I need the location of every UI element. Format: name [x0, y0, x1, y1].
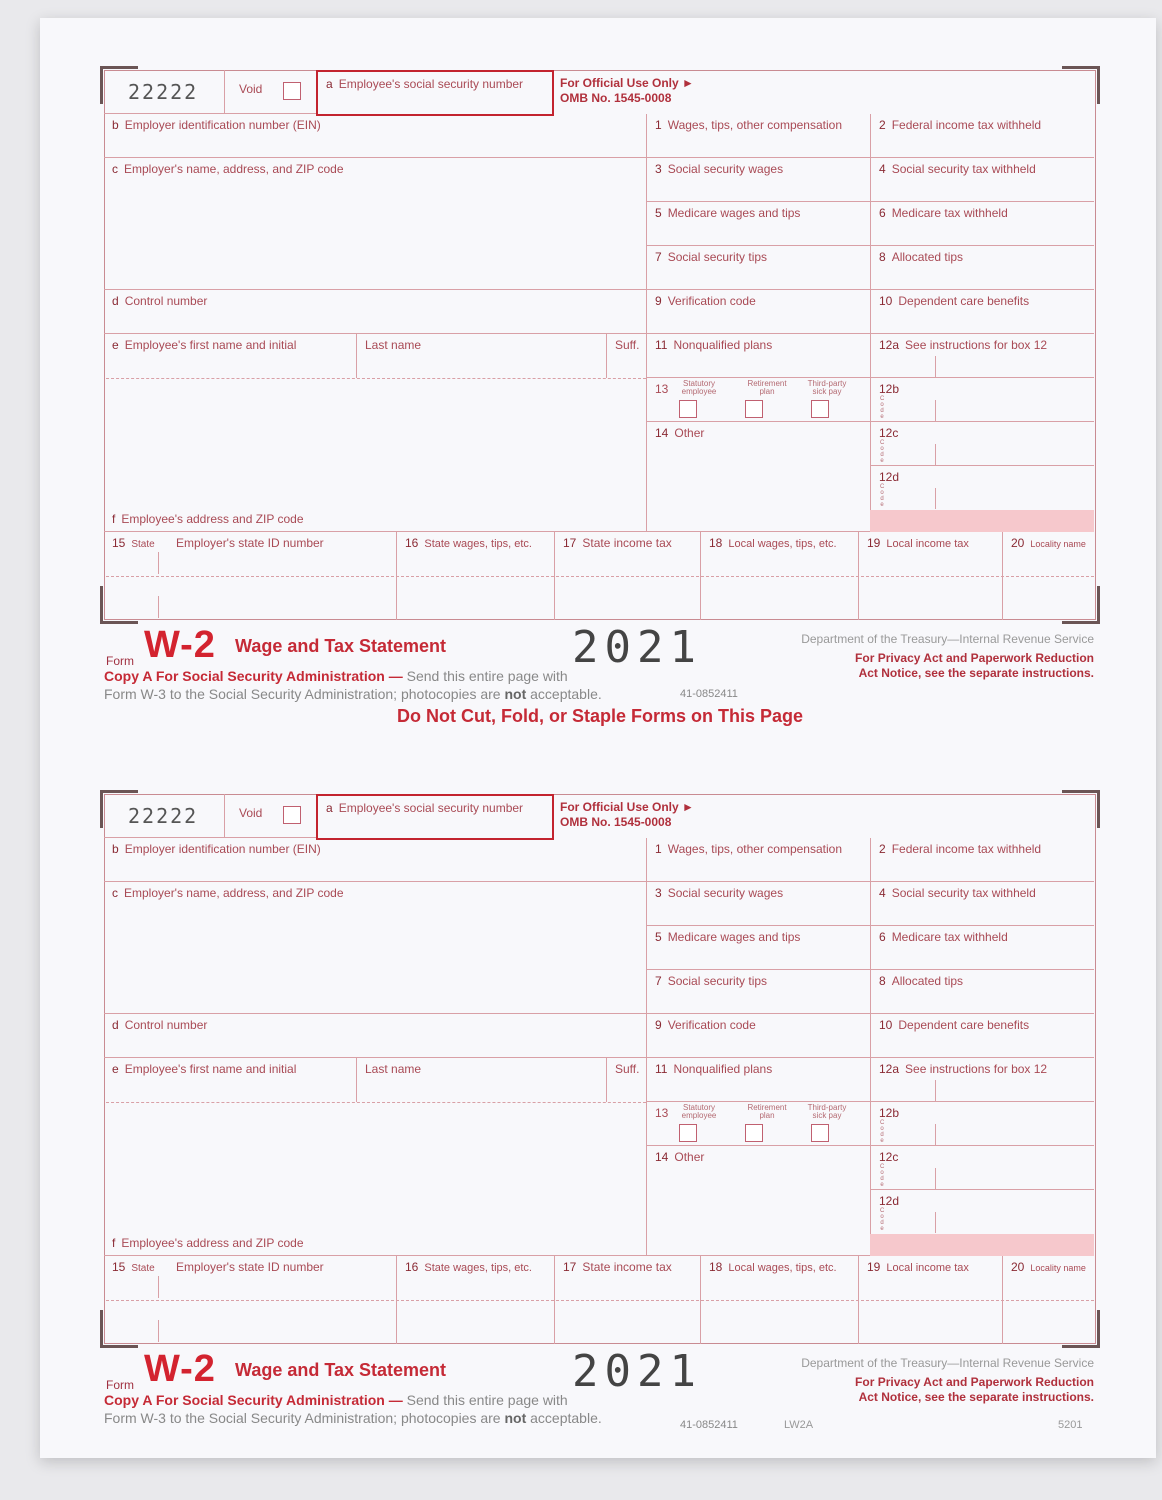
box-11-num: 11 — [655, 338, 668, 352]
box-10-num: 10 — [879, 1018, 893, 1032]
box-19-num: 19 — [867, 536, 881, 550]
box-12b[interactable] — [870, 1102, 1094, 1146]
official-use-label: For Official Use Only ► — [560, 800, 694, 814]
statutory-checkbox[interactable] — [679, 400, 697, 418]
box-1-label: Wages, tips, other compensation — [667, 118, 842, 132]
copy-a-line — [104, 1392, 568, 1408]
box-15-num: 15 — [112, 536, 126, 550]
box-12c-num: 12c — [879, 1150, 899, 1164]
form-name: W-2 — [144, 1348, 216, 1390]
box-d-letter: d — [112, 294, 119, 308]
box-b-letter: b — [112, 118, 119, 132]
box-16-label: State wages, tips, etc. — [424, 1262, 532, 1274]
state-divider — [158, 552, 159, 574]
box-e-suffix[interactable] — [606, 334, 646, 378]
box-1[interactable] — [646, 838, 870, 882]
box-5-num: 5 — [655, 206, 662, 220]
box-1[interactable] — [646, 114, 870, 158]
thirdparty-label: Third-party sick pay — [807, 1103, 847, 1120]
box-9-num: 9 — [655, 294, 662, 308]
code-divider — [935, 1212, 936, 1233]
catalog-number: 41-0852411 — [680, 688, 738, 700]
state-divider — [158, 1276, 159, 1298]
box-12b-num: 12b — [879, 382, 900, 396]
box-8-label: Allocated tips — [891, 974, 964, 988]
box-6-label: Medicare tax withheld — [891, 930, 1008, 944]
not-word: not — [504, 1410, 527, 1426]
box-18-num: 18 — [709, 536, 723, 550]
box-4-num: 4 — [879, 162, 886, 176]
box-c-employer[interactable] — [104, 158, 646, 290]
box-e-letter: e — [112, 1062, 119, 1076]
suffix-label: Suff. — [615, 1062, 640, 1076]
void-checkbox[interactable] — [283, 82, 301, 100]
tax-year: 2021 — [572, 622, 702, 673]
box-17-num: 17 — [563, 536, 577, 550]
do-not-cut-notice: Do Not Cut, Fold, or Staple Forms on This Page — [396, 706, 803, 726]
box-b-label: Employer identification number (EIN) — [124, 842, 321, 856]
box-6-num: 6 — [879, 206, 886, 220]
box-15-label: State — [131, 539, 155, 550]
box-16-num: 16 — [405, 536, 419, 550]
box-f-address[interactable] — [104, 1102, 646, 1256]
control-code: 22222 — [128, 80, 199, 104]
send-text: Send this entire page with — [402, 1392, 568, 1408]
box-d-control[interactable] — [104, 290, 646, 334]
crop-mark — [1062, 790, 1100, 828]
box-10-label: Dependent care benefits — [898, 1018, 1030, 1032]
box-12a-label: See instructions for box 12 — [905, 1062, 1048, 1076]
box-a-ssn[interactable] — [316, 70, 554, 116]
department-label: Department of the Treasury—Internal Revenue Service — [801, 1356, 1094, 1370]
box-19-num: 19 — [867, 1260, 881, 1274]
code-divider — [935, 400, 936, 421]
box-c-label: Employer's name, address, and ZIP code — [124, 162, 344, 176]
statutory-label: Statutory employee — [681, 1103, 717, 1120]
privacy-line-2: Act Notice, see the separate instructions. — [858, 1390, 1094, 1404]
box-10-num: 10 — [879, 294, 893, 308]
box-2[interactable] — [870, 838, 1094, 882]
box-14-num: 14 — [655, 426, 669, 440]
box-8[interactable] — [870, 246, 1094, 290]
box-b-label: Employer identification number (EIN) — [124, 118, 321, 132]
box-4[interactable] — [870, 158, 1094, 202]
box-4-label: Social security tax withheld — [891, 886, 1036, 900]
thirdparty-label: Third-party sick pay — [807, 379, 847, 396]
control-code-box — [104, 794, 224, 838]
box-b-ein[interactable] — [104, 838, 646, 882]
box-5-num: 5 — [655, 930, 662, 944]
box-c-employer[interactable] — [104, 882, 646, 1014]
suffix-label: Suff. — [615, 338, 640, 352]
box-1-label: Wages, tips, other compensation — [667, 842, 842, 856]
box-c-label: Employer's name, address, and ZIP code — [124, 886, 344, 900]
box-6-label: Medicare tax withheld — [891, 206, 1008, 220]
box-12d[interactable] — [870, 1190, 1094, 1234]
void-box[interactable] — [224, 794, 316, 838]
send-text: Send this entire page with — [402, 668, 568, 684]
official-use-label: For Official Use Only ► — [560, 76, 694, 90]
box-3-num: 3 — [655, 162, 662, 176]
box-9-label: Verification code — [667, 1018, 756, 1032]
control-code: 22222 — [128, 804, 199, 828]
privacy-notice — [855, 651, 1094, 681]
retirement-label: Retirement plan — [747, 379, 787, 396]
box-2-num: 2 — [879, 118, 886, 132]
box-13 — [646, 378, 870, 422]
box-12a[interactable] — [870, 1058, 1094, 1102]
box-e-letter: e — [112, 338, 119, 352]
box-2-label: Federal income tax withheld — [891, 118, 1042, 132]
code-divider — [935, 444, 936, 465]
box-1-num: 1 — [655, 118, 662, 132]
box-c-letter: c — [112, 162, 118, 176]
box-12c-num: 12c — [879, 426, 899, 440]
void-box[interactable] — [224, 70, 316, 114]
form-word: Form — [106, 1378, 134, 1392]
code-vertical-label: Code — [880, 1120, 885, 1144]
box-20-num: 20 — [1011, 536, 1025, 550]
privacy-line-2: Act Notice, see the separate instructions. — [858, 666, 1094, 680]
box-9-label: Verification code — [667, 294, 756, 308]
not-word: not — [504, 686, 527, 702]
box-14-label: Other — [674, 426, 705, 440]
thirdparty-checkbox[interactable] — [811, 1124, 829, 1142]
box-12a[interactable] — [870, 334, 1094, 378]
void-label: Void — [239, 806, 263, 820]
box-4-label: Social security tax withheld — [891, 162, 1036, 176]
box-8-num: 8 — [879, 974, 886, 988]
box-d-control[interactable] — [104, 1014, 646, 1058]
omb-number: OMB No. 1545-0008 — [560, 815, 672, 829]
box-7-label: Social security tips — [667, 974, 768, 988]
privacy-line-1: For Privacy Act and Paperwork Reduction — [855, 651, 1094, 665]
code-vertical-label: Code — [880, 484, 885, 508]
lw2a-code: LW2A — [784, 1419, 814, 1431]
code-vertical-label: Code — [880, 1208, 885, 1232]
box-2-label: Federal income tax withheld — [891, 842, 1042, 856]
box-17-label: State income tax — [582, 1260, 672, 1274]
box-e-suffix[interactable] — [606, 1058, 646, 1102]
box-e-last-name[interactable] — [356, 334, 606, 378]
box-2-num: 2 — [879, 842, 886, 856]
box-f-letter: f — [112, 1236, 116, 1250]
box-5[interactable] — [646, 202, 870, 246]
retirement-checkbox[interactable] — [745, 400, 763, 418]
box-12d[interactable] — [870, 466, 1094, 510]
catalog-number: 41-0852411 — [680, 1419, 738, 1431]
box-b-letter: b — [112, 842, 119, 856]
box-10[interactable] — [870, 290, 1094, 334]
state-line-divider — [106, 1300, 1094, 1301]
box-b-ein[interactable] — [104, 114, 646, 158]
code-5201: 5201 — [1058, 1419, 1083, 1431]
department-label: Department of the Treasury—Internal Revenue Service — [801, 632, 1094, 646]
box-4[interactable] — [870, 882, 1094, 926]
tax-year: 2021 — [572, 1346, 702, 1397]
box-16-label: State wages, tips, etc. — [424, 538, 532, 550]
code-divider — [935, 1124, 936, 1145]
box-3[interactable] — [646, 882, 870, 926]
box-d-label: Control number — [124, 1018, 208, 1032]
box-7-num: 7 — [655, 250, 662, 264]
box-11[interactable] — [646, 334, 870, 378]
box-13-num: 13 — [655, 382, 669, 396]
statutory-label: Statutory employee — [681, 379, 717, 396]
retirement-checkbox[interactable] — [745, 1124, 763, 1142]
w3-line — [104, 686, 602, 702]
w3-text-end: acceptable. — [526, 686, 602, 702]
box-f-label: Employee's address and ZIP code — [121, 1236, 304, 1250]
box-20-label: Locality name — [1030, 539, 1086, 549]
box-8-label: Allocated tips — [891, 250, 964, 264]
shaded-area — [870, 1234, 1094, 1256]
box-8-num: 8 — [879, 250, 886, 264]
box-c-letter: c — [112, 886, 118, 900]
w3-line — [104, 1410, 602, 1426]
copy-a-line — [104, 668, 568, 684]
box-6-num: 6 — [879, 930, 886, 944]
box-11[interactable] — [646, 1058, 870, 1102]
box-e-first-name[interactable] — [104, 334, 356, 378]
box-19-label: Local income tax — [886, 1262, 969, 1274]
box-14-num: 14 — [655, 1150, 669, 1164]
form-title: Wage and Tax Statement — [235, 1360, 447, 1380]
copy-a-label: Copy A For Social Security Administration — — [104, 668, 403, 684]
box-a-letter: a — [326, 77, 333, 91]
box-7[interactable] — [646, 246, 870, 290]
form-name: W-2 — [144, 624, 216, 666]
box-18-label: Local wages, tips, etc. — [728, 1262, 837, 1274]
box-7-label: Social security tips — [667, 250, 768, 264]
box-10-label: Dependent care benefits — [898, 294, 1030, 308]
box-5-label: Medicare wages and tips — [667, 930, 801, 944]
box-12a-num: 12a — [879, 338, 900, 352]
w3-text: Form W-3 to the Social Security Administration; photocopies are — [104, 686, 505, 702]
box-5-label: Medicare wages and tips — [667, 206, 801, 220]
box-12b[interactable] — [870, 378, 1094, 422]
last-name-label: Last name — [365, 1062, 422, 1076]
box-f-label: Employee's address and ZIP code — [121, 512, 304, 526]
box-16-num: 16 — [405, 1260, 419, 1274]
box-a-ssn[interactable] — [316, 794, 554, 840]
omb-number: OMB No. 1545-0008 — [560, 91, 672, 105]
box-5[interactable] — [646, 926, 870, 970]
box-12a-num: 12a — [879, 1062, 900, 1076]
box-4-num: 4 — [879, 886, 886, 900]
box-11-label: Nonqualified plans — [673, 338, 773, 352]
box-6[interactable] — [870, 926, 1094, 970]
code-divider — [935, 1080, 936, 1101]
box-12b-num: 12b — [879, 1106, 900, 1120]
box-a-letter: a — [326, 801, 333, 815]
crop-mark — [1062, 66, 1100, 104]
box-12d-num: 12d — [879, 1194, 900, 1208]
privacy-line-1: For Privacy Act and Paperwork Reduction — [855, 1375, 1094, 1389]
box-1-num: 1 — [655, 842, 662, 856]
box-e-last-name[interactable] — [356, 1058, 606, 1102]
box-14-label: Other — [674, 1150, 705, 1164]
box-18-label: Local wages, tips, etc. — [728, 538, 837, 550]
state-divider — [158, 1320, 159, 1342]
box-14[interactable] — [646, 1146, 870, 1256]
box-3-label: Social security wages — [667, 162, 784, 176]
box-7[interactable] — [646, 970, 870, 1014]
code-vertical-label: Code — [880, 440, 885, 464]
box-20-num: 20 — [1011, 1260, 1025, 1274]
statutory-checkbox[interactable] — [679, 1124, 697, 1142]
code-vertical-label: Code — [880, 1164, 885, 1188]
code-divider — [935, 488, 936, 509]
box-19-label: Local income tax — [886, 538, 969, 550]
box-f-address[interactable] — [104, 378, 646, 532]
box-a-label: Employee's social security number — [338, 801, 524, 815]
box-a-label: Employee's social security number — [338, 77, 524, 91]
box-9[interactable] — [646, 1014, 870, 1058]
last-name-label: Last name — [365, 338, 422, 352]
box-13 — [646, 1102, 870, 1146]
box-6[interactable] — [870, 202, 1094, 246]
box-15-num: 15 — [112, 1260, 126, 1274]
box-3-num: 3 — [655, 886, 662, 900]
form-word: Form — [106, 654, 134, 668]
box-10[interactable] — [870, 1014, 1094, 1058]
void-checkbox[interactable] — [283, 806, 301, 824]
box-3-label: Social security wages — [667, 886, 784, 900]
box-d-label: Control number — [124, 294, 208, 308]
w2-form-copy-1 — [0, 0, 1162, 726]
box-7-num: 7 — [655, 974, 662, 988]
code-vertical-label: Code — [880, 396, 885, 420]
box-e-label: Employee's first name and initial — [124, 1062, 297, 1076]
box-f-letter: f — [112, 512, 116, 526]
code-divider — [935, 356, 936, 377]
box-8[interactable] — [870, 970, 1094, 1014]
box-9[interactable] — [646, 290, 870, 334]
w3-text-end: acceptable. — [526, 1410, 602, 1426]
box-3[interactable] — [646, 158, 870, 202]
box-20-label: Locality name — [1030, 1263, 1086, 1273]
privacy-notice — [855, 1375, 1094, 1405]
box-2[interactable] — [870, 114, 1094, 158]
copy-a-label: Copy A For Social Security Administration — — [104, 1392, 403, 1408]
box-15-label: State — [131, 1263, 155, 1274]
state-id-label: Employer's state ID number — [176, 536, 324, 550]
state-divider — [158, 596, 159, 618]
thirdparty-checkbox[interactable] — [811, 400, 829, 418]
box-11-num: 11 — [655, 1062, 668, 1076]
state-line-divider — [106, 576, 1094, 577]
retirement-label: Retirement plan — [747, 1103, 787, 1120]
box-11-label: Nonqualified plans — [673, 1062, 773, 1076]
box-12c[interactable] — [870, 422, 1094, 466]
box-13-num: 13 — [655, 1106, 669, 1120]
box-18-num: 18 — [709, 1260, 723, 1274]
code-divider — [935, 1168, 936, 1189]
official-use-block — [560, 76, 694, 106]
official-use-block — [560, 800, 694, 830]
control-code-box — [104, 70, 224, 114]
box-17-label: State income tax — [582, 536, 672, 550]
form-title: Wage and Tax Statement — [235, 636, 447, 656]
box-e-first-name[interactable] — [104, 1058, 356, 1102]
w2-form-copy-2 — [0, 724, 1162, 1431]
box-9-num: 9 — [655, 1018, 662, 1032]
box-12d-num: 12d — [879, 470, 900, 484]
shaded-area — [870, 510, 1094, 532]
state-id-label: Employer's state ID number — [176, 1260, 324, 1274]
void-label: Void — [239, 82, 263, 96]
box-14[interactable] — [646, 422, 870, 532]
w3-text: Form W-3 to the Social Security Administration; photocopies are — [104, 1410, 505, 1426]
box-e-label: Employee's first name and initial — [124, 338, 297, 352]
box-12c[interactable] — [870, 1146, 1094, 1190]
box-d-letter: d — [112, 1018, 119, 1032]
box-17-num: 17 — [563, 1260, 577, 1274]
box-12a-label: See instructions for box 12 — [905, 338, 1048, 352]
